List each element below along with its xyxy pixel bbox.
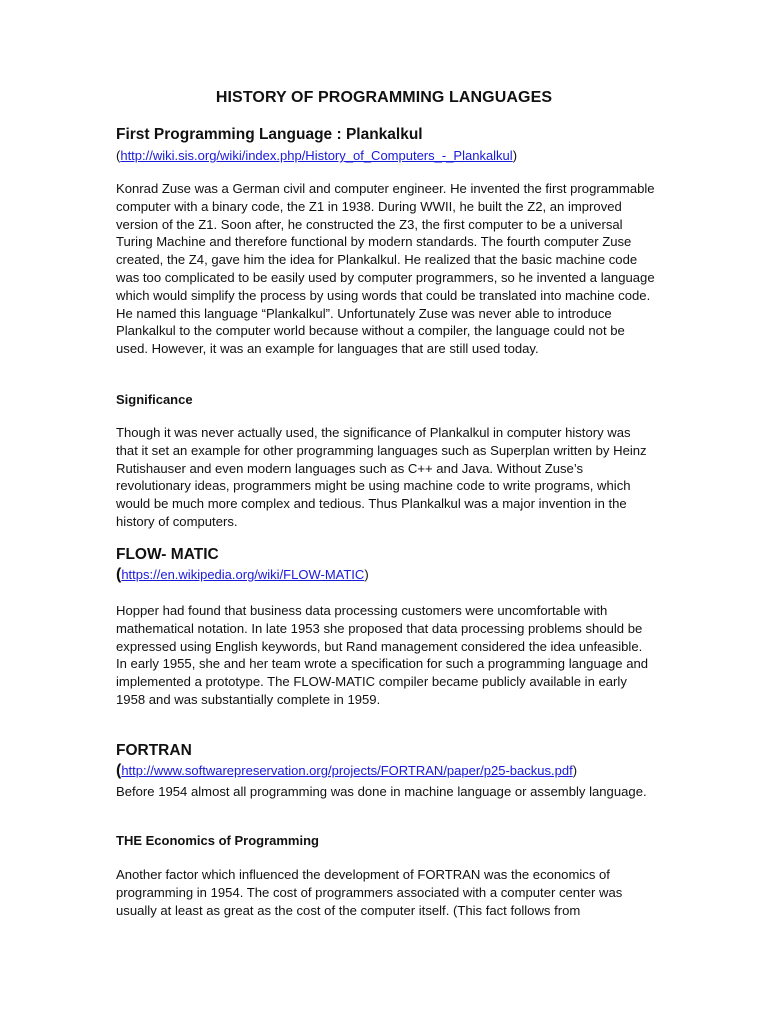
- significance-paragraph: Though it was never actually used, the significance of Plankalkul in computer history was that it set an example for other programming languages such as Superplan written by Heinz Rutishauser and even modern languages such as C++ and Java. Without Zuse’s revolutionary ideas, programmers might be using machine code to write programs, which would be much more complex and tedious. Thus Plankalkul was a major invention in the history of computers.: [116, 425, 647, 529]
- plankalkul-reference: [116, 148, 517, 163]
- fortran-paragraph: Before 1954 almost all programming was done in machine language or assembly language.: [116, 784, 647, 799]
- link-open-paren: (: [116, 762, 122, 779]
- link-open-paren: (: [116, 566, 122, 583]
- fortran-link[interactable]: http://www.softwarepreservation.org/projects/FORTRAN/paper/p25-backus.pdf: [121, 763, 573, 778]
- link-close-paren: ): [512, 148, 518, 163]
- fortran-reference: [116, 762, 577, 780]
- economics-heading: THE Economics of Programming: [116, 833, 319, 848]
- link-close-paren: ): [572, 763, 578, 778]
- link-close-paren: ): [364, 567, 369, 582]
- plankalkul-paragraph: Konrad Zuse was a German civil and computer engineer. He invented the first programmable computer with a binary code, the Z1 in 1938. During WWII, he built the Z2, an improved version of the Z1. Soon after, he constructed the Z3, the first computer to be a universal Turing Machine and therefore functional by modern standards. The fourth computer Zuse created, the Z4, gave him the idea for Plankalkul. He realized that the basic machine code was too complicated to be easily used by computer programmers, so he invented a language which would simplify the process by using words that could be translated into machine code. He named this language “Plankalkul”. Unfortunately Zuse was never able to introduce Plankalkul to the computer world because without a compiler, the language could not be used. However, it was an example for languages that are still used today.: [116, 181, 655, 357]
- flowmatic-reference: [116, 566, 369, 584]
- section-heading-plankalkul: First Programming Language : Plankalkul: [116, 126, 423, 143]
- economics-paragraph: Another factor which influenced the development of FORTRAN was the economics of programming in 1954. The cost of programmers associated with a computer center was usually at least as great as the cost of the computer itself. (This fact follows from: [116, 867, 623, 918]
- link-open-paren: (: [116, 148, 121, 163]
- flowmatic-link[interactable]: https://en.wikipedia.org/wiki/FLOW-MATIC: [121, 567, 365, 582]
- flowmatic-paragraph: Hopper had found that business data processing customers were uncomfortable with mathematical notation. In late 1953 she proposed that data processing problems should be expressed using English keywords, but Rand management considered the idea unfeasible. In early 1955, she and her team wrote a specification for such a programming language and implemented a prototype. The FLOW-MATIC compiler became publicly available in early 1958 and was substantially complete in 1959.: [116, 603, 649, 707]
- section-heading-flowmatic: FLOW- MATIC: [116, 546, 219, 563]
- plankalkul-link[interactable]: http://wiki.sis.org/wiki/index.php/History_of_Computers_-_Plankalkul: [120, 148, 513, 163]
- section-heading-fortran: FORTRAN: [116, 742, 192, 759]
- significance-heading: Significance: [116, 392, 193, 407]
- document-title: HISTORY OF PROGRAMMING LANGUAGES: [215, 89, 553, 106]
